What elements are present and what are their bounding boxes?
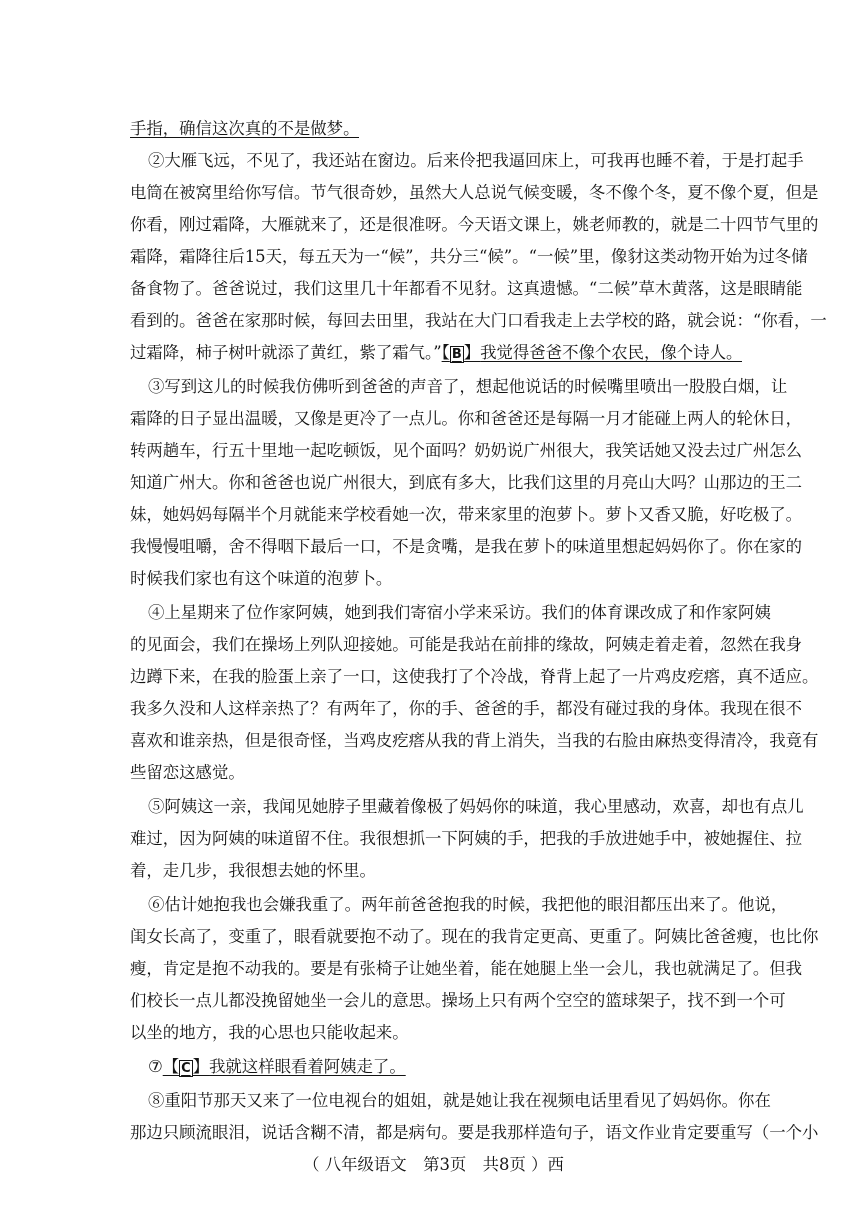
p3-line-3: 转两趟车，行五十里地一起吃顿饭，见个面吗？奶奶说广州很大，我笑话她又没去过广州怎么: [130, 441, 803, 460]
marked-sentence-c-text: 我就这样眼看着阿姨走了。: [209, 1057, 406, 1076]
p6-line-1: ⑥估计她抱我也会嫌我重了。两年前爸爸抱我的时候，我把他的眼泪都压出来了。他说，: [148, 895, 788, 914]
p5-line-2: 难过，因为阿姨的味道留不住。我很想抓一下阿姨的手，把我的手放进她手中，被她握住、拉: [130, 829, 803, 848]
p6-line-4: 们校长一点儿都没挽留她坐一会儿的意思。操场上只有两个空空的篮球架子，找不到一个可: [130, 991, 786, 1010]
p4-line-4: 我多久没和人这样亲热了？有两年了，你的手、爸爸的手，都没有碰过我的身体。我现在很不: [130, 699, 803, 718]
p6-line-2: 闺女长高了，变重了，眼看就要抱不动了。现在的我肯定更高、更重了。阿姨比爸爸瘦，也比你: [130, 927, 819, 946]
p7-number: ⑦: [148, 1057, 163, 1076]
p4-line-5: 喜欢和谁亲热，但是很奇怪，当鸡皮疙瘩从我的背上消失，当我的右脸由麻热变得清冷，我竟有: [130, 731, 819, 750]
p4-line-1: ④上星期来了位作家阿姨，她到我们寄宿小学来采访。我们的体育课改成了和作家阿姨: [148, 603, 771, 622]
p5-line-3: 着，走几步，我很想去她的怀里。: [130, 861, 376, 880]
p4-line-2: 的见面会，我们在操场上列队迎接她。可能是我站在前排的缘故，阿姨走着走着，忽然在我身: [130, 635, 803, 654]
p2-line-2: 电筒在被窝里给你写信。节气很奇妙，虽然大人总说气候变暖，冬不像个冬，夏不像个夏，但是: [130, 183, 819, 202]
p3-line-5: 妹，她妈妈每隔半个月就能来学校看她一次，带来家里的泡萝卜。萝卜又香又脆，好吃极了。: [130, 505, 803, 524]
marked-sentence-c: 【 C 】我就这样眼看着阿姨走了。: [162, 1057, 406, 1076]
p2-line-5: 备食物了。爸爸说过，我们这里几十年都看不见豺。这真遗憾。“二候”草木黄落，这是眼睛能: [130, 279, 803, 298]
p2-line-6: 看到的。爸爸在家那时候，每回去田里，我站在大门口看我走上去学校的路，就会说：“你看，一: [130, 311, 827, 330]
p2-line-7: [130, 338, 742, 368]
paragraph-1-end: [130, 114, 359, 144]
p2-line-4: 霜降，霜降往后15天，每五天为一“候”，共分三“候”。“一候”里，像豺这类动物开始为过冬储: [130, 247, 808, 266]
p4-line-6: 些留恋这感觉。: [130, 763, 245, 782]
p3-line-6: 我慢慢咀嚼，舍不得咽下最后一口，不是贪嘴，是我在萝卜的味道里想起妈妈你了。你在家的: [130, 537, 803, 556]
p5-line-1: ⑤阿姨这一亲，我闻见她脖子里藏着像极了妈妈你的味道，我心里感动，欢喜，却也有点儿: [148, 797, 804, 816]
p2-line-7-text: 过霜降，柿子树叶就添了黄红，紫了霜气。”: [130, 343, 442, 362]
p6-line-3: 瘦，肯定是抱不动我的。要是有张椅子让她坐着，能在她腿上坐一会儿，我也就满足了。但我: [130, 959, 803, 978]
underlined-text: 手指，确信这次真的不是做梦。: [130, 119, 360, 138]
p3-line-1: ③写到这儿的时候我仿佛听到爸爸的声音了，想起他说话的时候嘴里喷出一股股白烟，让: [148, 377, 788, 396]
p7-line-1: [148, 1052, 406, 1082]
p4-line-3: 边蹲下来，在我的脸蛋上亲了一口，这使我打了个冷战，脊背上起了一片鸡皮疙瘩，真不适应。: [130, 667, 819, 686]
p3-line-2: 霜降的日子显出温暖，又像是更冷了一点儿。你和爸爸还是每隔一月才能碰上两人的轮休日，: [130, 409, 803, 428]
marked-sentence-b: 【 B 】我觉得爸爸不像个农民，像个诗人。: [441, 343, 743, 362]
marker-c: C: [181, 1061, 191, 1076]
p3-line-7: 时候我们家也有这个味道的泡萝卜。: [130, 569, 393, 588]
marker-b: B: [451, 347, 462, 362]
p2-line-1: ②大雁飞远，不见了，我还站在窗边。后来伶把我逼回床上，可我再也睡不着，于是打起手: [148, 151, 804, 170]
page-footer: （ 八年级语文 第3页 共8页 ）西: [303, 1155, 564, 1174]
p8-line-2: 那边只顾流眼泪，说话含糊不清，都是病句。要是我那样造句子，语文作业肯定要重写（一个小: [130, 1123, 819, 1142]
p8-line-1: ⑧重阳节那天又来了一位电视台的姐姐，就是她让我在视频电话里看见了妈妈你。你在: [148, 1091, 771, 1110]
p2-line-3: 你看，刚过霜降，大雁就来了，还是很准呀。今天语文课上，姚老师教的，就是二十四节气里的: [130, 215, 819, 234]
p3-line-4: 知道广州大。你和爸爸也说广州很大，到底有多大，比我们这里的月亮山大吗？山那边的王二: [130, 473, 803, 492]
marked-sentence-b-text: 我觉得爸爸不像个农民，像个诗人。: [480, 343, 743, 362]
p6-line-5: 以坐的地方，我的心思也只能收起来。: [130, 1023, 409, 1042]
